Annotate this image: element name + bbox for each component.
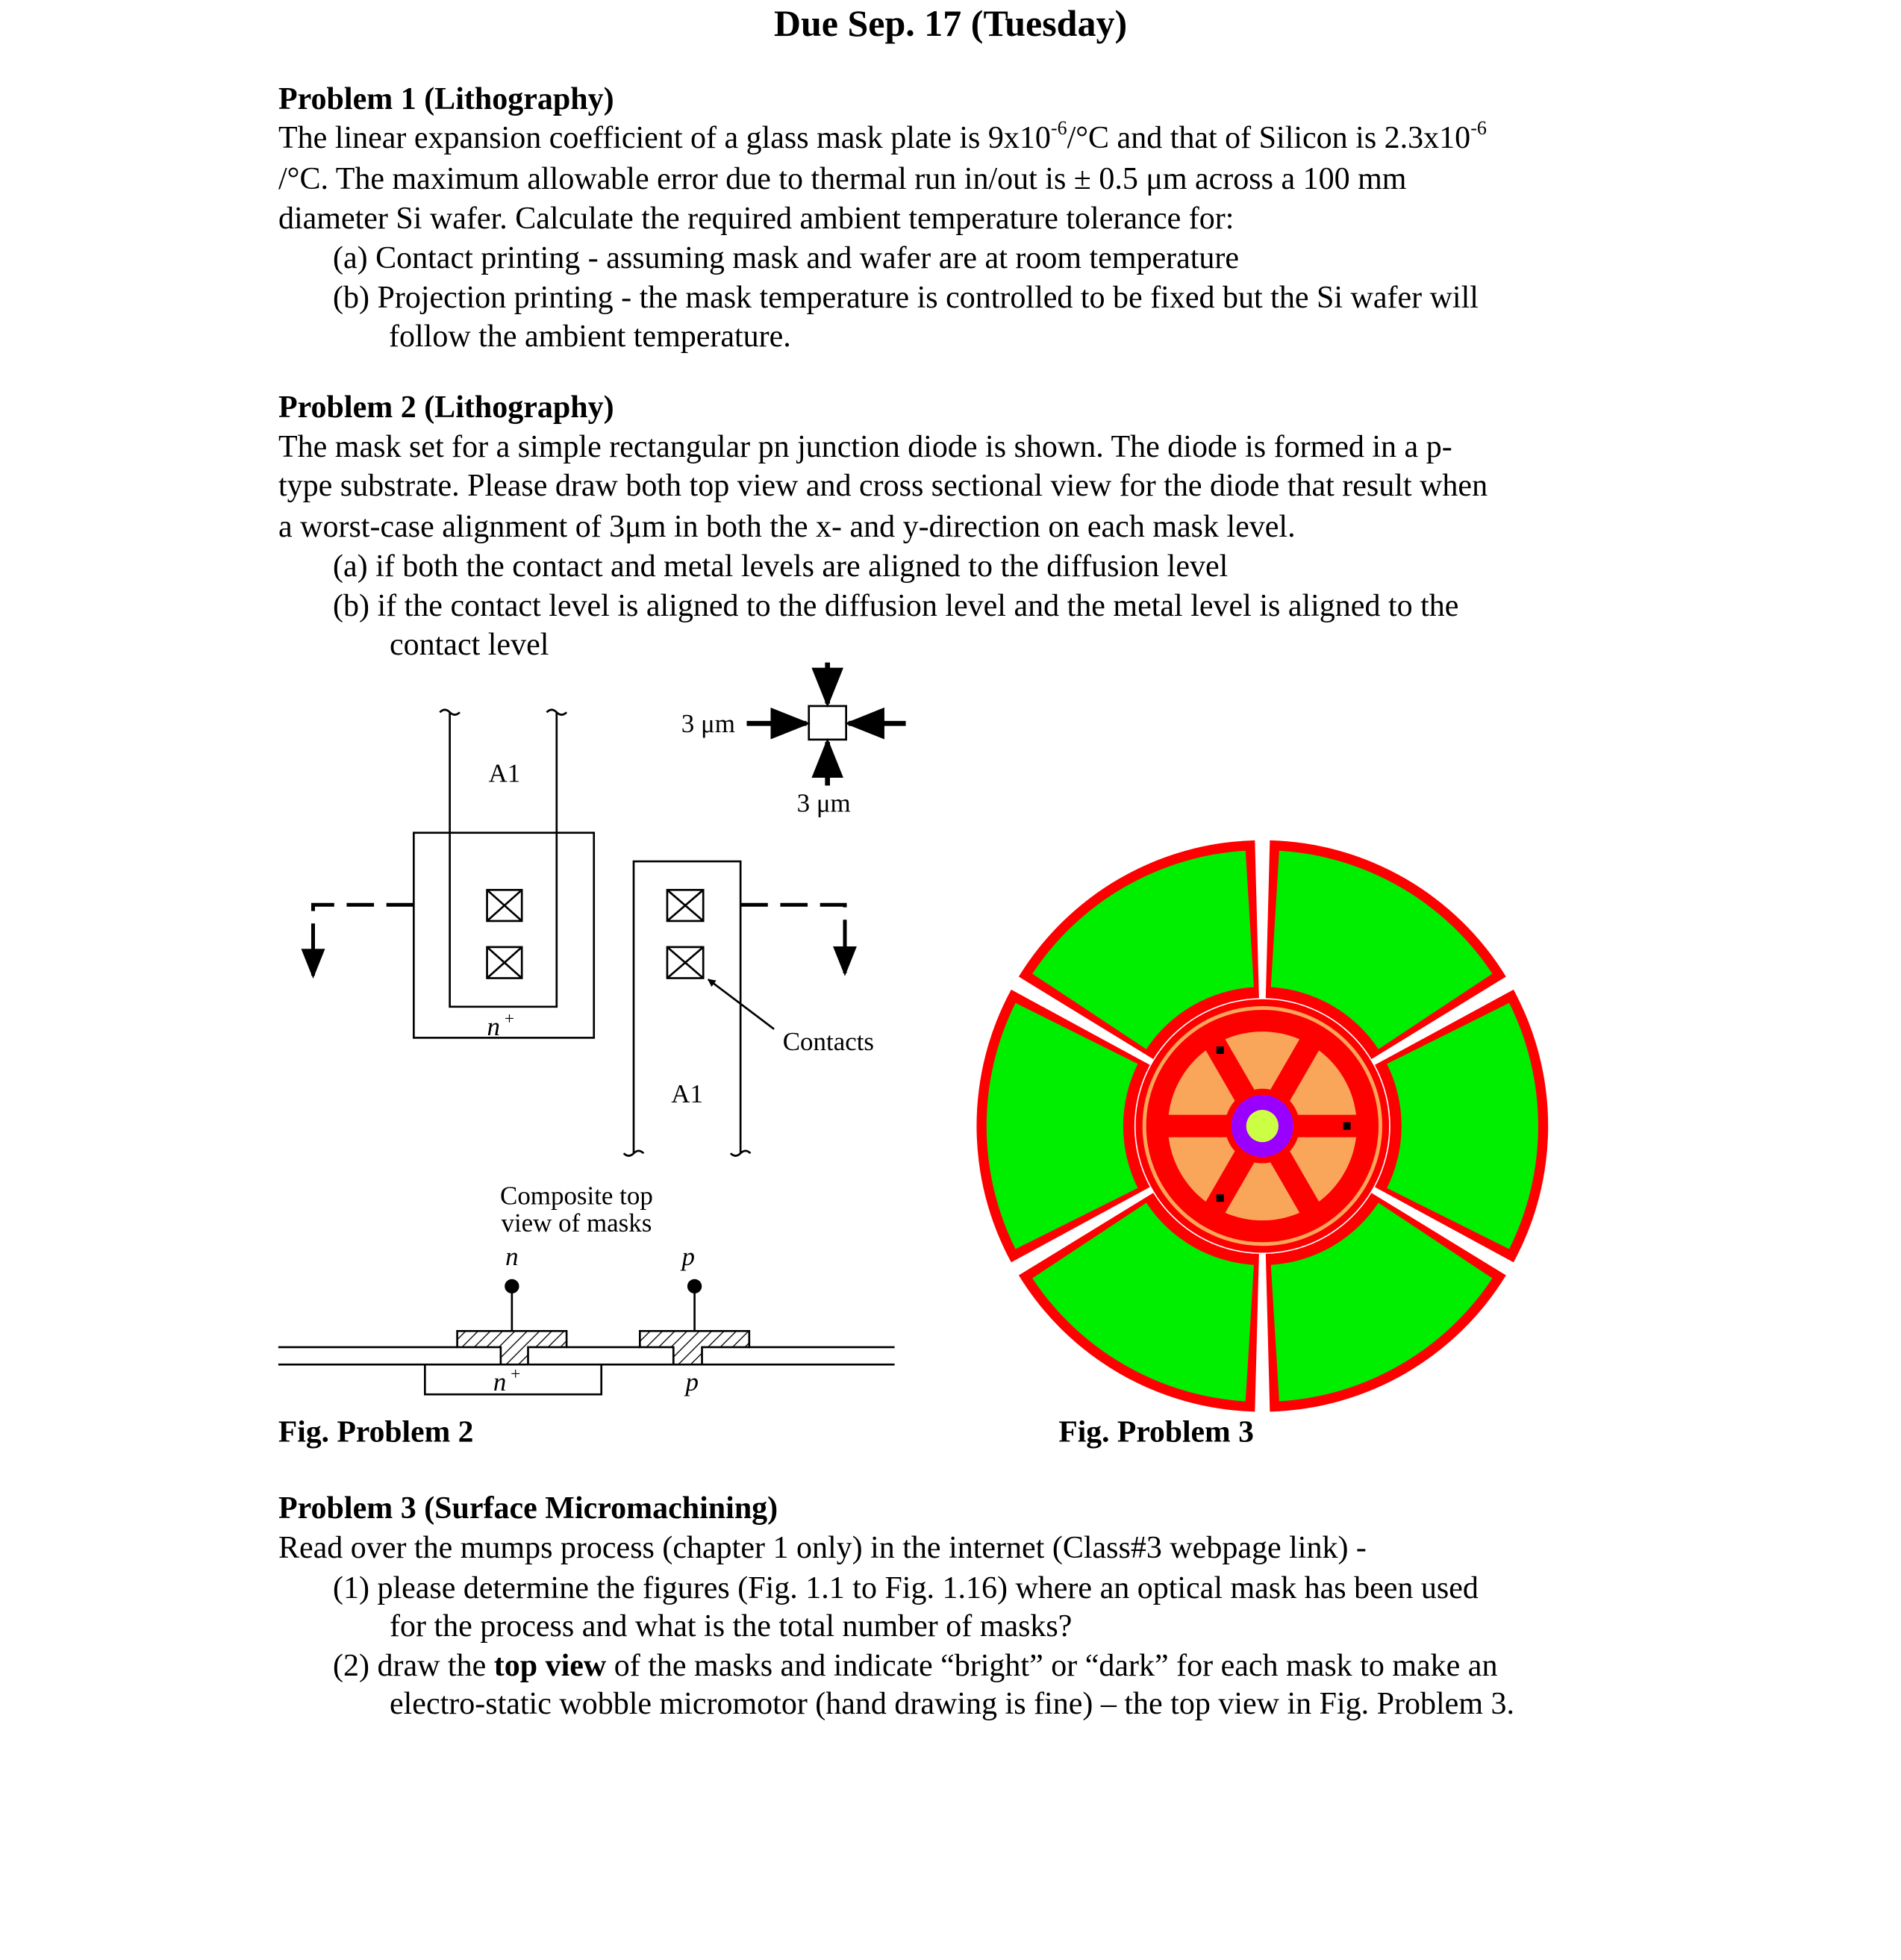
contact-icon xyxy=(667,890,703,921)
plus-sup: + xyxy=(504,1009,515,1029)
problem3-heading: Problem 3 (Surface Micromachining) xyxy=(278,1491,778,1526)
text: /°C and that of Silicon is 2.3x10 xyxy=(1067,121,1471,155)
stator-electrode xyxy=(987,1003,1138,1249)
exponent: -6 xyxy=(1470,117,1487,139)
composite-caption: view of masks xyxy=(501,1208,652,1238)
problem2-item-a: (a) if both the contact and metal levels are aligned to the diffusion level xyxy=(333,549,1229,584)
text: (2) draw the xyxy=(333,1649,494,1683)
exponent: -6 xyxy=(1050,117,1067,139)
region-p-label: p xyxy=(685,1367,699,1397)
due-date-title: Due Sep. 17 (Tuesday) xyxy=(773,2,1128,44)
center-pin xyxy=(1246,1110,1279,1142)
misalign-x-label: 3 μm xyxy=(681,708,735,738)
region-nplus-label: n xyxy=(493,1367,507,1397)
contact-icon xyxy=(487,890,522,921)
text: of the masks and indicate “bright” or “dark” for each mask to make an xyxy=(606,1649,1498,1683)
break-mark xyxy=(440,710,566,715)
figure-problem3-micromotor xyxy=(976,840,1548,1412)
composite-caption: Composite top xyxy=(500,1181,653,1211)
problem2-item-b-cont: contact level xyxy=(390,628,549,662)
problem2-line3: a worst-case alignment of 3μm in both the x- and y-direction on each mask level. xyxy=(278,510,1296,544)
problem1-line2: /°C. The maximum allowable error due to thermal run in/out is ± 0.5 μm across a 100 mm xyxy=(278,162,1407,196)
problem3-item-1: (1) please determine the figures (Fig. 1.1 to Fig. 1.16) where an optical mask has been used xyxy=(333,1571,1479,1605)
dimple-mark xyxy=(1343,1123,1351,1130)
contact-icon xyxy=(487,947,522,979)
problem2-item-b: (b) if the contact level is aligned to the diffusion level and the metal level is aligned to the xyxy=(333,589,1459,623)
dimple-mark xyxy=(1217,1046,1224,1054)
al-label: A1 xyxy=(488,758,521,788)
problem2-line1: The mask set for a simple rectangular pn junction diode is shown. The diode is formed in a p- xyxy=(278,430,1452,464)
misalign-y-label: 3 μm xyxy=(796,788,851,818)
contact-icon xyxy=(667,947,703,979)
metal-contact-n xyxy=(458,1331,566,1364)
problem3-line1: Read over the mumps process (chapter 1 only) in the internet (Class#3 webpage link) - xyxy=(278,1531,1367,1565)
plus-sup: + xyxy=(511,1364,521,1385)
terminal-n-label: n xyxy=(505,1242,519,1272)
nplus-label: n xyxy=(487,1012,501,1042)
problem3-item-2-cont: electro-static wobble micromotor (hand drawing is fine) – the top view in Fig. Problem 3. xyxy=(390,1687,1514,1721)
problem3-item-1-cont: for the process and what is the total number of masks? xyxy=(390,1609,1073,1644)
dimple-mark xyxy=(1217,1194,1224,1202)
problem1-item-b: (b) Projection printing - the mask temperature is controlled to be fixed but the Si wafer will xyxy=(333,281,1479,315)
terminal-dot xyxy=(506,1280,519,1293)
problem1-item-a: (a) Contact printing - assuming mask and wafer are at room temperature xyxy=(333,241,1240,275)
alignment-square xyxy=(809,706,846,740)
fig-problem2-caption: Fig. Problem 2 xyxy=(278,1414,474,1449)
problem2-line2: type substrate. Please draw both top view and cross sectional view for the diode that result when xyxy=(278,469,1488,503)
problem1-heading: Problem 1 (Lithography) xyxy=(278,82,614,116)
section-arrow-right xyxy=(740,905,845,973)
emphasis: top view xyxy=(493,1649,607,1683)
fig-problem3-caption: Fig. Problem 3 xyxy=(1058,1414,1254,1449)
text: The linear expansion coefficient of a glass mask plate is 9x10 xyxy=(278,121,1051,155)
stator-electrode xyxy=(1387,1003,1538,1249)
terminal-dot xyxy=(688,1280,701,1293)
problem2-heading: Problem 2 (Lithography) xyxy=(278,390,614,425)
metal-contact-p xyxy=(640,1331,749,1364)
figure-problem2-labels xyxy=(487,709,874,1396)
section-arrow-left xyxy=(313,905,414,976)
problem3-item-2 xyxy=(333,1647,1497,1685)
al-label: A1 xyxy=(671,1079,703,1108)
contacts-label: Contacts xyxy=(782,1027,875,1057)
break-mark xyxy=(624,1151,751,1156)
terminal-p-label: p xyxy=(681,1242,695,1272)
problem1-item-b-cont: follow the ambient temperature. xyxy=(389,319,791,354)
problem1-line3: diameter Si wafer. Calculate the required ambient temperature tolerance for: xyxy=(278,202,1234,236)
